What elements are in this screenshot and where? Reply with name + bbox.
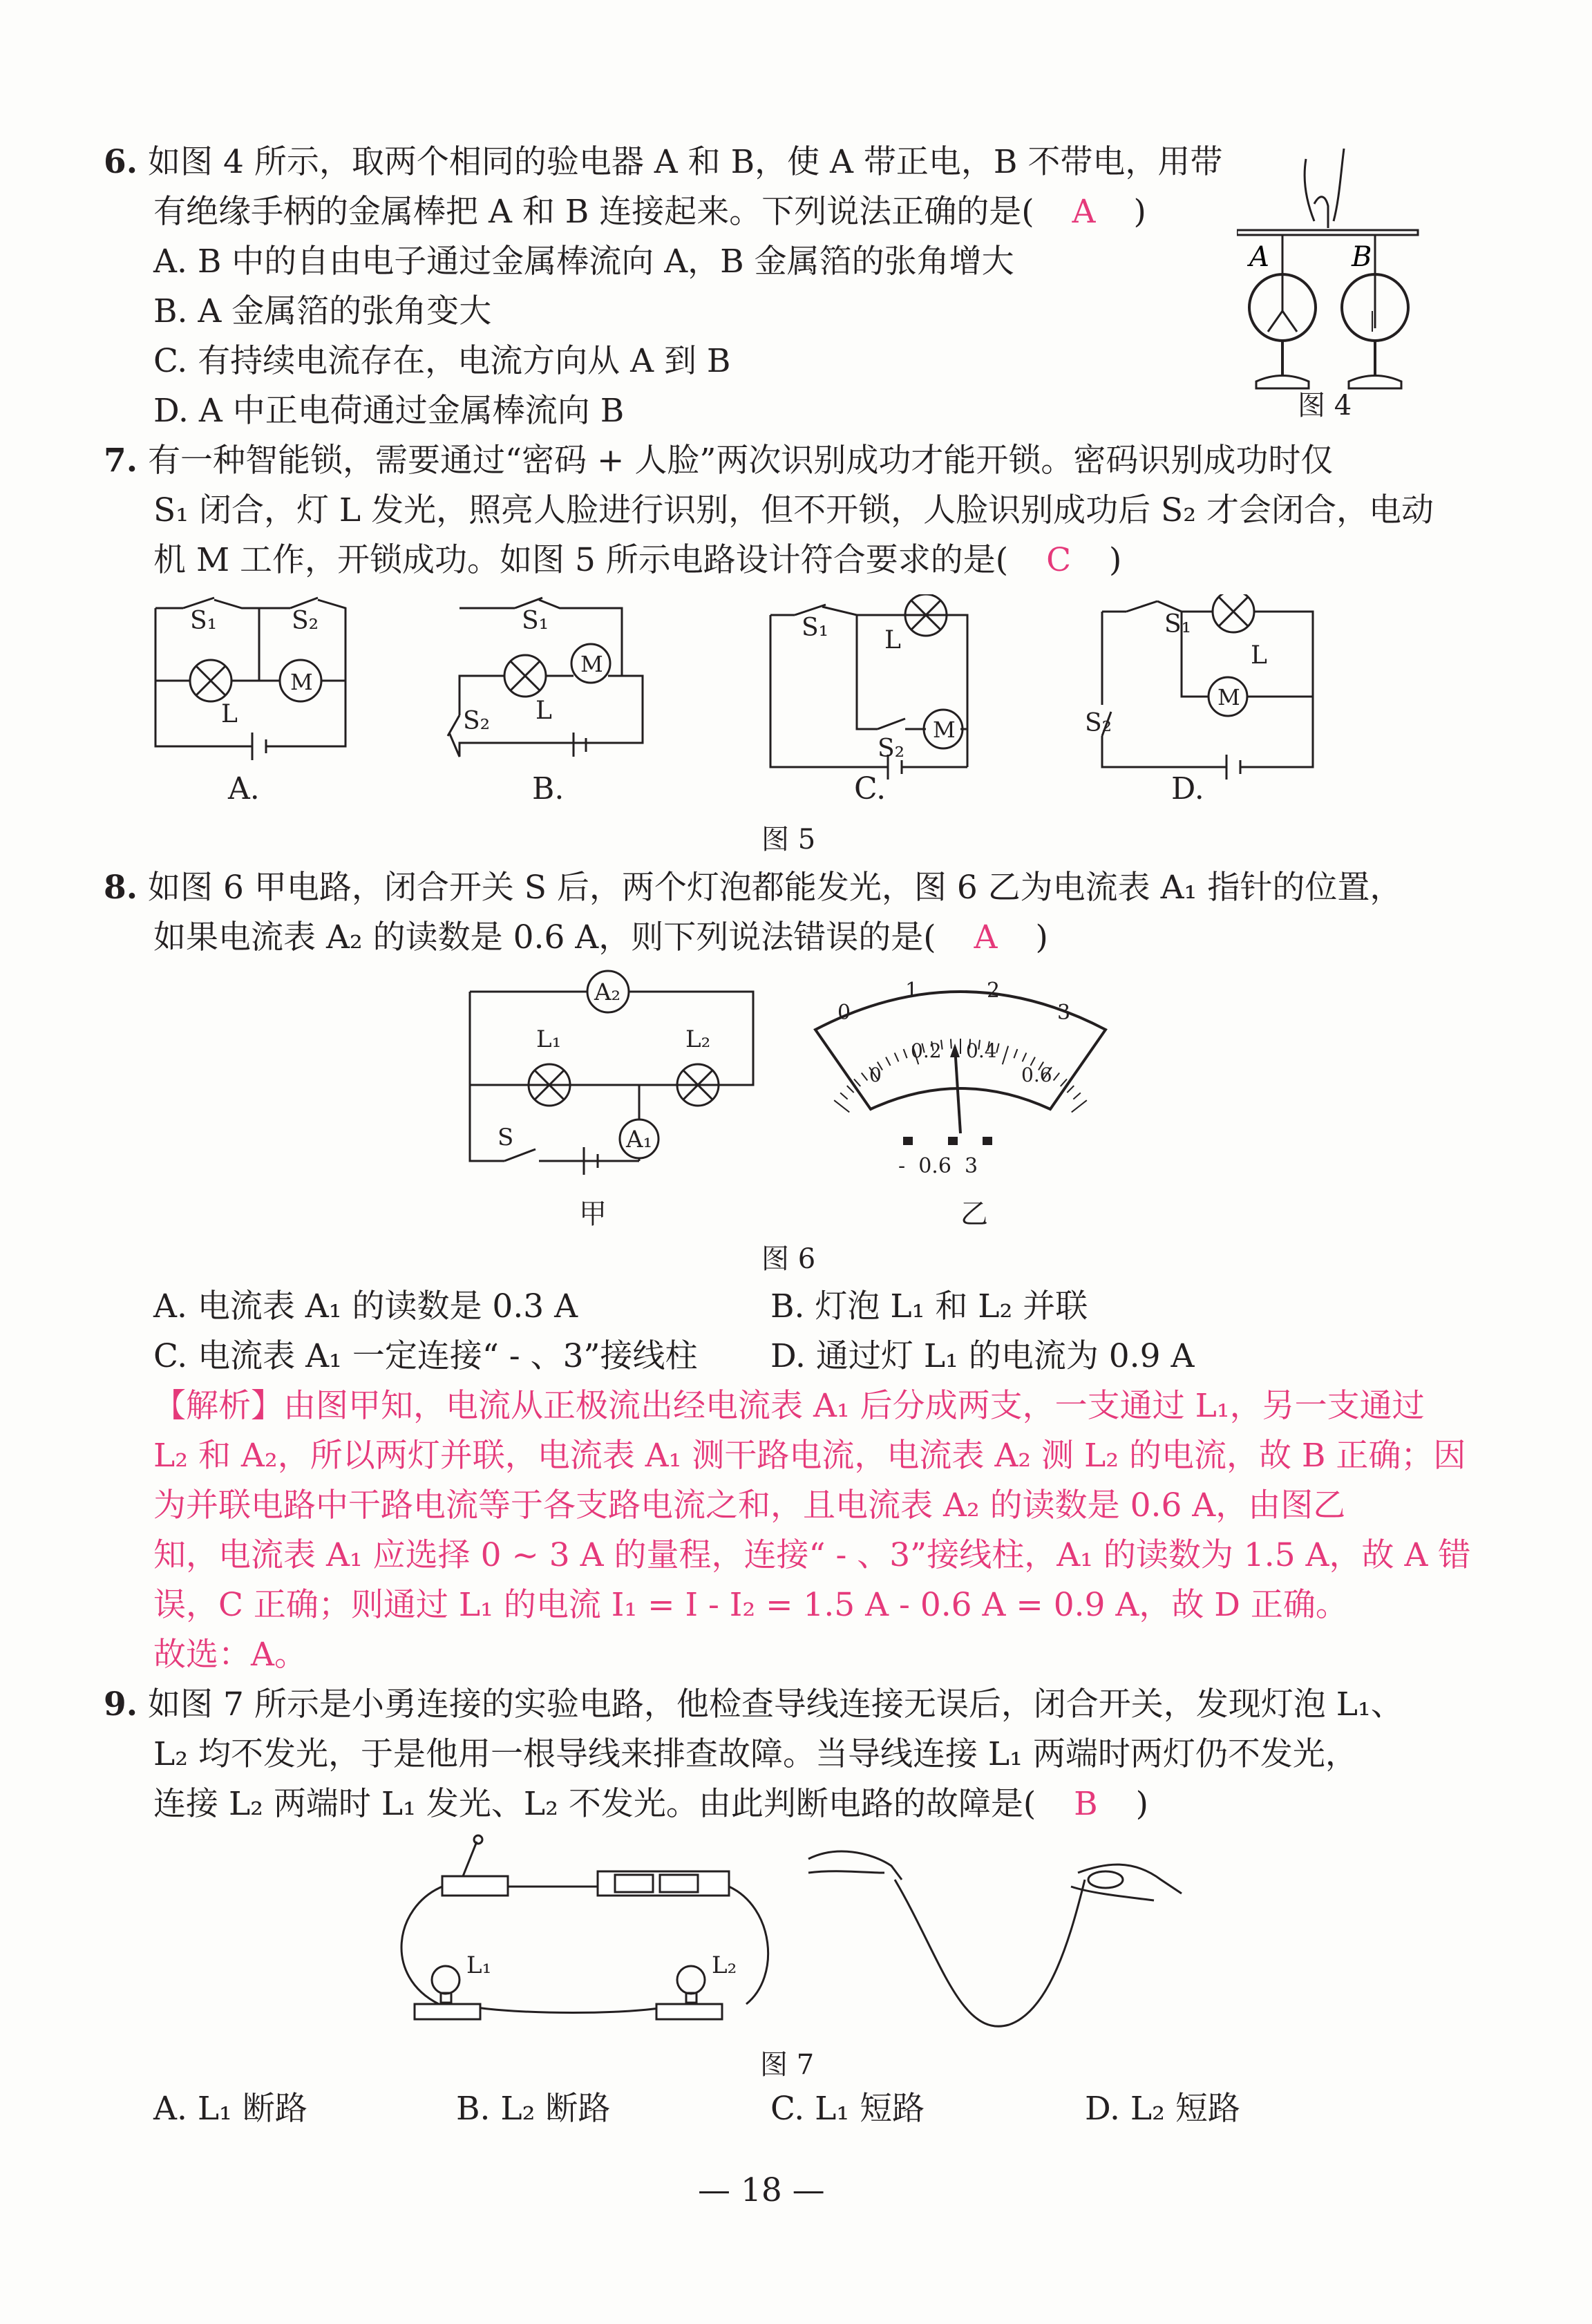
ammeter-inner-02: 0.2 xyxy=(911,1039,942,1062)
fig4-label-b: B xyxy=(1352,241,1372,273)
q9-option-b: B. L₂ 断路 xyxy=(456,2090,611,2128)
ammeter-tick xyxy=(1067,1086,1074,1093)
q9-option-a: A. L₁ 断路 xyxy=(153,2090,307,2128)
fig6-l2: L₂ xyxy=(685,1026,711,1053)
q6-option-c: C. 有持续电流存在，电流方向从 A 到 B xyxy=(153,342,731,380)
fig5d-s2: S₂ xyxy=(1085,709,1112,737)
q8-line2 xyxy=(153,914,1048,962)
ammeter-tick xyxy=(1072,1100,1087,1112)
ammeter-outer-1: 1 xyxy=(905,979,919,1003)
ammeter-outer-0: 0 xyxy=(837,1001,851,1025)
q6-option-b: B. A 金属箔的张角变大 xyxy=(153,292,492,330)
figure-6-ammeter xyxy=(802,971,1119,1178)
fig5b-l: L xyxy=(536,697,552,725)
ammeter-tick xyxy=(840,1093,847,1099)
q8-option-a: A. 电流表 A₁ 的读数是 0.3 A xyxy=(153,1287,578,1325)
q9-number: 9. xyxy=(104,1685,138,1723)
q7-line3 xyxy=(153,536,1121,585)
fig5-label-c: C. xyxy=(854,771,887,806)
q7-close-paren: ) xyxy=(1109,541,1122,579)
q8-number: 8. xyxy=(104,869,138,907)
q6-line2 xyxy=(153,188,1146,236)
q8-analysis-line1 xyxy=(153,1382,1425,1430)
q8-analysis-line4: 知，电流表 A₁ 应选择 0 ~ 3 A 的量程，连接“ - 、3”接线柱，A₁ 的读数为 1.5 A，故 A 错 xyxy=(153,1536,1471,1574)
figure-7-experiment xyxy=(387,1831,1195,2039)
analysis-tag: 【解析】 xyxy=(153,1387,283,1425)
q7-number: 7. xyxy=(104,442,138,480)
q9-stem-line1: 如图 7 所示是小勇连接的实验电路，他检查导线连接无误后，闭合开关，发现灯泡 L₁、 xyxy=(148,1685,1403,1723)
ammeter-terminals: - 0.6 3 xyxy=(898,1154,978,1178)
q8-analysis-line2: L₂ 和 A₂，所以两灯并联，电流表 A₁ 测干路电流，电流表 A₂ 测 L₂ 的电流，故 B 正确；因 xyxy=(153,1437,1466,1475)
fig6-a1: A₁ xyxy=(626,1126,653,1153)
q9-option-c: C. L₁ 短路 xyxy=(770,2090,925,2128)
fig5c-s2: S₂ xyxy=(878,735,905,763)
ammeter-tick xyxy=(1073,1093,1080,1099)
q9-line1 xyxy=(104,1681,1403,1729)
q6-option-d: D. A 中正电荷通过金属棒流向 B xyxy=(153,392,625,430)
q8-analysis-line3: 为并联电路中干路电流等于各支路电流之和，且电流表 A₂ 的读数是 0.6 A，由图乙 xyxy=(153,1486,1346,1524)
q8-stem-line2: 如果电流表 A₂ 的读数是 0.6 A，则下列说法错误的是( xyxy=(153,918,936,956)
fig6-a2: A₂ xyxy=(594,979,621,1006)
fig5c-s1: S₁ xyxy=(802,614,829,642)
q7-stem-line3: 机 M 工作，开锁成功。如图 5 所示电路设计符合要求的是( xyxy=(153,541,1009,579)
q9-stem-line2: L₂ 均不发光，于是他用一根导线来排查故障。当导线连接 L₁ 两端时两灯仍不发光， xyxy=(153,1735,1358,1773)
page-number: — 18 — xyxy=(698,2171,825,2209)
fig5-label-a: A. xyxy=(228,771,260,806)
fig6-l1: L₁ xyxy=(536,1026,562,1053)
q9-answer: B xyxy=(1074,1785,1098,1823)
fig5a-s1: S₁ xyxy=(190,607,218,635)
q8-analysis-line5: 误，C 正确；则通过 L₁ 的电流 I₁ = I - I₂ = 1.5 A - 0.6 A = 0.9 A，故 D 正确。 xyxy=(153,1586,1348,1624)
fig6-jia-label: 甲 xyxy=(579,1198,607,1230)
ammeter-tick xyxy=(834,1100,849,1112)
analysis-text-1: 由图甲知，电流从正极流出经电流表 A₁ 后分成两支，一支通过 L₁，另一支通过 xyxy=(283,1387,1425,1425)
q8-answer: A xyxy=(974,918,998,956)
figure-4-caption: 图 4 xyxy=(1298,390,1352,422)
q6-number: 6. xyxy=(104,143,138,181)
ammeter-tick xyxy=(895,1052,899,1061)
figure-5-circuits xyxy=(145,594,1458,802)
ammeter-tick xyxy=(886,1057,891,1066)
ammeter-inner-0: 0 xyxy=(869,1064,882,1086)
q7-stem-line2: S₁ 闭合，灯 L 发光，照亮人脸进行识别，但不开锁，人脸识别成功后 S₂ 才会闭合，电动 xyxy=(153,491,1434,529)
q6-option-a: A. B 中的自由电子通过金属棒流向 A，B 金属箔的张角增大 xyxy=(153,243,1014,281)
q7-stem-line1: 有一种智能锁，需要通过“密码 + 人脸”两次识别成功才能开锁。密码识别成功时仅 xyxy=(148,442,1334,480)
fig6-yi-label: 乙 xyxy=(960,1198,988,1230)
ammeter-tick xyxy=(904,1049,907,1058)
ammeter-tick xyxy=(847,1086,854,1093)
q7-line1 xyxy=(104,437,1333,485)
q8-option-c: C. 电流表 A₁ 一定连接“ - 、3”接线柱 xyxy=(153,1337,698,1375)
ammeter-outer-3: 3 xyxy=(1057,1001,1071,1025)
q7-answer: C xyxy=(1046,541,1072,579)
fig5b-s1: S₁ xyxy=(522,607,549,635)
fig5d-s1: S₁ xyxy=(1164,610,1192,639)
ammeter-tick xyxy=(1023,1052,1027,1061)
fig5d-m: M xyxy=(1217,684,1240,710)
figure-6-circuit xyxy=(463,964,767,1185)
q9-option-d: D. L₂ 短路 xyxy=(1085,2090,1240,2128)
q6-stem-line1: 如图 4 所示，取两个相同的验电器 A 和 B，使 A 带正电，B 不带电，用带 xyxy=(148,143,1223,181)
fig5c-l: L xyxy=(884,626,901,654)
fig5a-s2: S₂ xyxy=(292,607,319,635)
fig5a-l: L xyxy=(221,700,238,728)
fig5b-m: M xyxy=(580,651,603,677)
ammeter-tick xyxy=(1003,1046,1008,1065)
q8-analysis-line6: 故选：A。 xyxy=(153,1636,307,1674)
fig7-l1: L₁ xyxy=(466,1952,492,1979)
fig7-l2: L₂ xyxy=(712,1952,737,1979)
ammeter-tick xyxy=(1014,1049,1017,1058)
q6-line1 xyxy=(104,138,1222,187)
ammeter-needle xyxy=(955,1047,960,1133)
fig5a-m: M xyxy=(290,669,313,695)
q6-answer: A xyxy=(1072,193,1096,231)
q6-stem-line2: 有绝缘手柄的金属棒把 A 和 B 连接起来。下列说法正确的是( xyxy=(153,193,1034,231)
ammeter-inner-04: 0.4 xyxy=(966,1039,997,1062)
ammeter-tick xyxy=(996,1043,998,1053)
fig6-s: S xyxy=(498,1124,514,1151)
figure-7-caption: 图 7 xyxy=(760,2049,815,2081)
q8-close-paren: ) xyxy=(1035,918,1048,956)
q9-close-paren: ) xyxy=(1135,1785,1148,1823)
q9-line3 xyxy=(153,1780,1148,1829)
ammeter-outer-2: 2 xyxy=(987,979,1001,1003)
q8-line1 xyxy=(104,864,1402,912)
q8-stem-line1: 如图 6 甲电路，闭合开关 S 后，两个灯泡都能发光，图 6 乙为电流表 A₁ 指针的位置， xyxy=(148,869,1403,907)
fig5-label-b: B. xyxy=(532,771,565,806)
fig4-label-a: A xyxy=(1249,241,1269,273)
q9-stem-line3: 连接 L₂ 两端时 L₁ 发光、L₂ 不发光。由此判断电路的故障是( xyxy=(153,1785,1036,1823)
fig5b-s2: S₂ xyxy=(463,707,491,735)
ammeter-tick xyxy=(862,1073,868,1081)
fig5d-l: L xyxy=(1251,641,1267,670)
q6-close-paren: ) xyxy=(1133,193,1146,231)
q8-option-b: B. 灯泡 L₁ 和 L₂ 并联 xyxy=(770,1287,1088,1325)
ammeter-tick xyxy=(1054,1073,1060,1081)
figure-5-caption: 图 5 xyxy=(761,824,816,856)
fig5-label-d: D. xyxy=(1171,771,1204,806)
fig5c-m: M xyxy=(933,717,956,743)
figure-6-caption: 图 6 xyxy=(761,1243,816,1275)
q8-option-d: D. 通过灯 L₁ 的电流为 0.9 A xyxy=(770,1337,1195,1375)
ammeter-inner-06: 0.6 xyxy=(1021,1064,1052,1086)
